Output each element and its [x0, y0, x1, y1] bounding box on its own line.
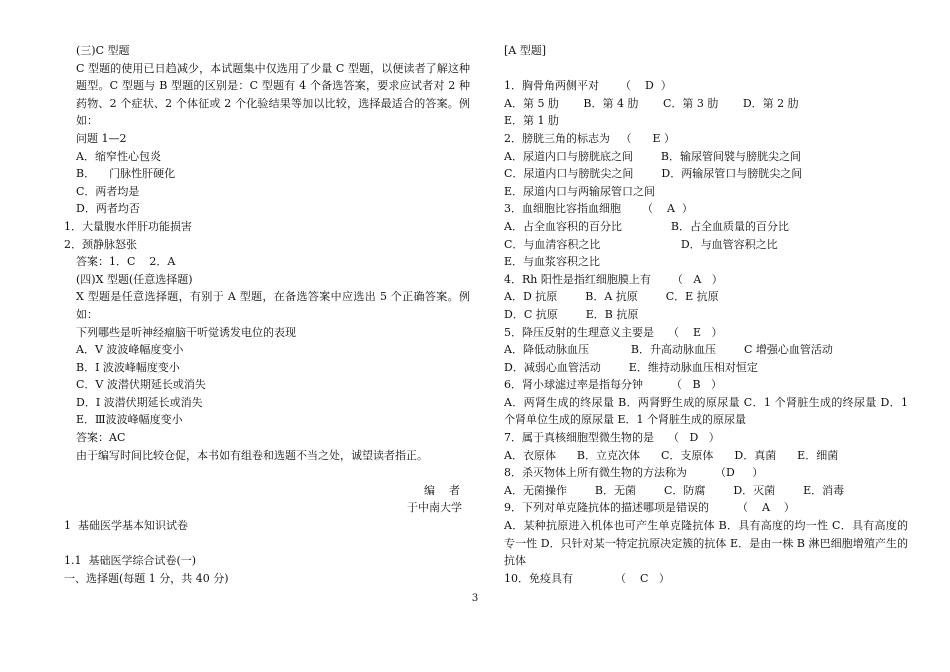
list-item: 由于编写时间比较仓促，本书如有组卷和选题不当之处，诚望读者指正。 — [76, 448, 428, 462]
left-column — [64, 42, 470, 587]
editor-label: 编 者 — [424, 483, 460, 497]
right-column — [504, 42, 908, 587]
list-item: D．I 波潜伏期延长或消失 — [76, 395, 203, 409]
list-item: 下列哪些是听神经瘤脑干听觉诱发电位的表现 — [76, 325, 296, 339]
question-line: 8．杀灭物体上所有微生物的方法称为 （D ） — [504, 466, 764, 480]
question-line: E．尿道内口与两输尿管口之间 — [504, 184, 656, 198]
list-item: C．两者均是 — [76, 184, 140, 198]
list-item: D．两者均否 — [76, 202, 140, 216]
question-line: A．尿道内口与膀胱底之间 B．输尿管间襞与膀胱尖之间 — [504, 149, 801, 163]
question-line: C．尿道内口与膀胱尖之间 D．两输尿管口与膀胱尖之间 — [504, 167, 803, 181]
question-line: A．衣原体 B．立克次体 C．支原体 D．真菌 E．细菌 — [504, 448, 839, 462]
question-line: D．C 抗原 E．B 抗原 — [504, 307, 639, 321]
list-item: B． 门脉性肝硬化 — [76, 167, 176, 181]
list-item: A．V 波波峰幅度变小 — [76, 343, 184, 357]
question-line: E．与血浆容积之比 — [504, 255, 601, 269]
list-item: E．Ⅲ波波峰幅度变小 — [76, 413, 183, 427]
list-item: C．V 波潜伏期延长或消失 — [76, 378, 206, 392]
question-line: 2．膀胱三角的标志为 （ E ） — [504, 131, 675, 145]
question-list — [504, 77, 908, 587]
list-item: 问题 1—2 — [76, 131, 127, 145]
question-line: A．降低动脉血压 B．升高动脉血压 C 增强心血管活动 — [504, 343, 833, 357]
chapter-title: 1 基础医学基本知识试卷 — [64, 519, 188, 533]
section-c-paragraph: C 型题的使用已日趋减少，本试题集中仅选用了少量 C 型题，以便读者了解这种题型。C 型题与 B 型题的区别是：C 型题有 4 个备选答案，要求应试者对 2 种药物、2 个症状、2 个体征或 2 个化验结果等加以比较，选择最适合的答案。例如： — [76, 61, 470, 128]
c-answer: 答案：1．C 2．A — [76, 255, 176, 269]
section-x-paragraph: X 型题是任意选择题，有别于 A 型题，在备选答案中应选出 5 个正确答案。例如： — [76, 290, 470, 321]
section-heading: [A 型题] — [504, 44, 547, 57]
c-question-1: 1．大量腹水伴肝功能损害 — [64, 219, 192, 233]
list-item: B．I 波波峰幅度变小 — [76, 360, 180, 374]
question-line: 4．Rh 阳性是指红细胞膜上有 （ A ） — [504, 272, 723, 286]
question-line: 6．肾小球滤过率是指每分钟 （ B ） — [504, 378, 723, 392]
c-question-2: 2．颈静脉怒张 — [64, 237, 137, 251]
question-line: A．第 5 肋 B．第 4 肋 C．第 3 肋 D．第 2 肋 — [504, 96, 799, 110]
section-title: 1.1 基础医学综合试卷(一) — [64, 554, 197, 568]
question-line: 9．下列对单克隆抗体的描述哪项是错误的 （ A ） — [504, 501, 795, 515]
question-line: A．两肾生成的终尿量 B．两肾野生成的原尿量 C．1 个肾脏生成的终尿量 D．1 个肾单位生成的原尿量 E．1 个肾脏生成的原尿量 — [504, 395, 908, 427]
question-line: A．某种抗原进入机体也可产生单克隆抗体 B．具有高度的均一性 C．具有高度的专一性 D．只针对某一特定抗原决定簇的抗体 E．是由一株 B 淋巴细胞增殖产生的抗体 — [504, 519, 908, 568]
question-line: 10．免疫具有 （ C ） — [504, 571, 670, 585]
part-title: 一、选择题(每题 1 分，共 40 分) — [64, 571, 229, 585]
page-number: 3 — [471, 593, 479, 604]
question-line: 7．属于真核细胞型微生物的是 （ D ） — [504, 431, 720, 445]
affiliation: 于中南大学 — [407, 501, 462, 515]
section-c-title: (三)C 型题 — [76, 44, 130, 57]
question-line: A．无菌操作 B．无菌 C．防腐 D．灭菌 E．消毒 — [504, 483, 845, 497]
question-line: E．第 1 肋 — [504, 114, 560, 128]
list-item: A．缩窄性心包炎 — [76, 149, 161, 163]
question-line: 1．胸骨角两侧平对 （ D ） — [504, 79, 672, 93]
question-line: C．与血清容积之比 D．与血管容积之比 — [504, 237, 778, 251]
question-line: A．D 抗原 B．A 抗原 C．E 抗原 — [504, 290, 719, 304]
question-line: D．减弱心血管活动 E．维持动脉血压相对恒定 — [504, 360, 758, 374]
question-line: A．占全血容积的百分比 B．占全血质量的百分比 — [504, 219, 789, 233]
question-line: 3．血细胞比容指血细胞 （ A ） — [504, 202, 693, 216]
list-item: 答案：AC — [76, 431, 126, 445]
section-x-title: (四)X 型题(任意选择题) — [76, 272, 193, 286]
question-line: 5．降压反射的生理意义主要是 （ E ） — [504, 325, 723, 339]
